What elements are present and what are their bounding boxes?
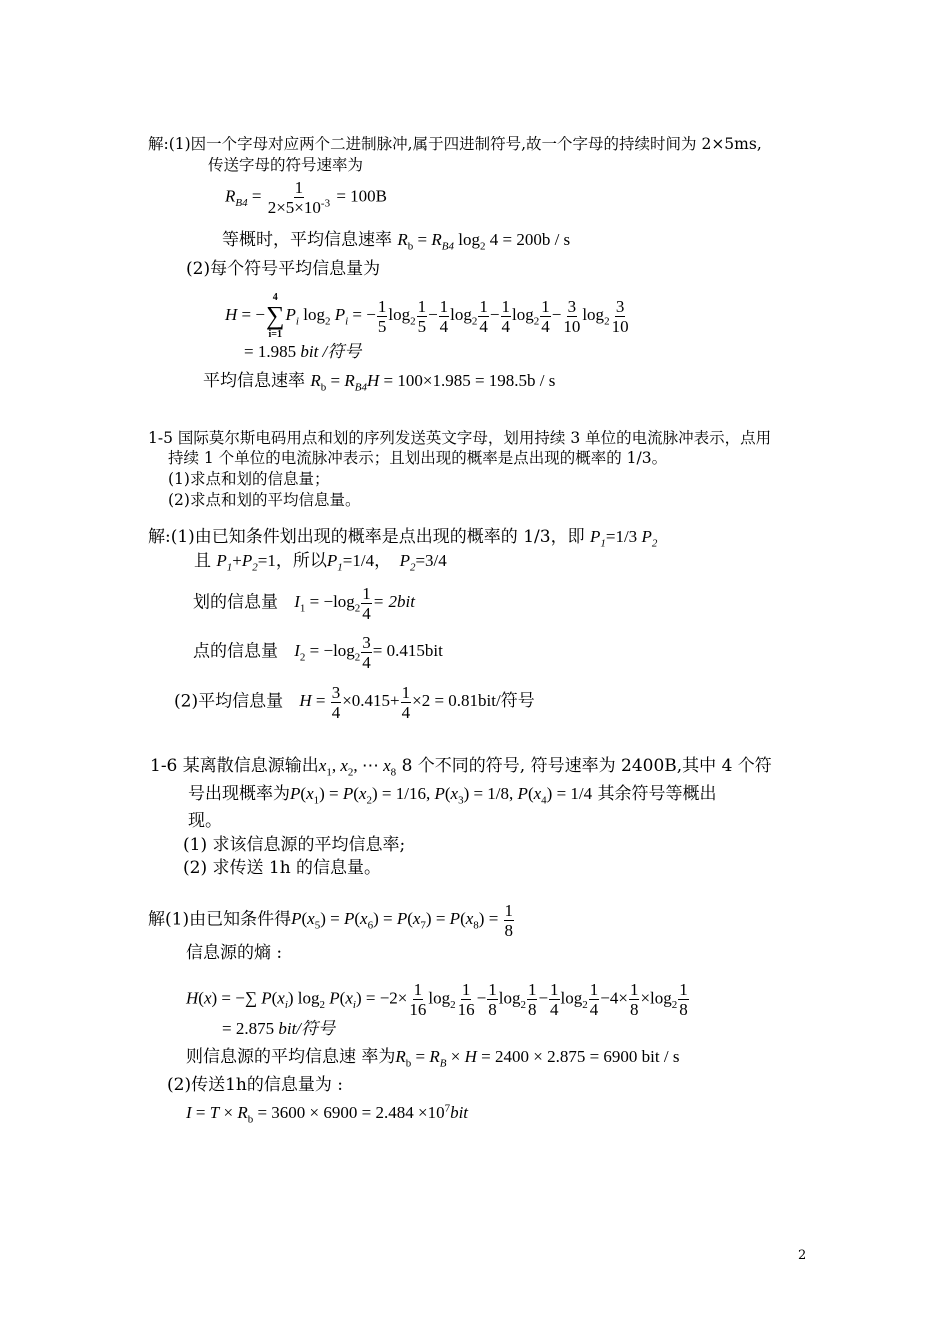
entropy-result-1 [244, 341, 361, 363]
problem-1-5-line2: 持续 1 个单位的电流脉冲表示；且划出现的概率是点出现的概率的 1/3。 [168, 449, 668, 467]
problem-1-6-line1: 1-6 某离散信息源输出$x_1$, $x_2$, ⋯ $x_8$ 8 个不同的符号, 符号速率为 2400B,其中 4 个符 [150, 756, 772, 779]
problem-1-6-line2a: 号出现概率为 [188, 784, 290, 804]
problem-1-6-line2b: 其余符号等概出 [597, 784, 717, 804]
entropy-label: 信息源的熵 : [186, 943, 283, 963]
sol2-line2-p1: =1/4， [342, 551, 392, 570]
sol2-line1: 解:(1)由已知条件划出现的概率是点出现的概率的 1/3，即 $P_1=1/3$ $P_2$ [148, 527, 658, 550]
equiprobable-label: 等概时，平均信息速率 [222, 230, 392, 250]
page-number: 2 [798, 1248, 807, 1263]
entropy2-result-value: = 2.875 [222, 1019, 275, 1038]
problem-1-6-line2: 号出现概率为$P(x_1) = P(x_2) = 1/16$, $P(x_3) = 1/8$, $P(x_4) = 1/4$ 其余符号等概出 [188, 784, 717, 807]
info-amount-expr: = 3600 × 6900 = 2.484 ×10 [257, 1103, 445, 1122]
sol2-line2-text: 且 [194, 551, 211, 571]
equiprobable-expr: = 200b / s [502, 230, 571, 249]
equiprobable-rate-line: 等概时，平均信息速率 $R_b = R_{B4}$ $\log_2 4 = 200b / s$ [222, 230, 571, 253]
avg-info-line: (2)平均信息量 H = $\frac{3}{4}$ ×0.415+ $\frac{1}{4}$ ×2 = 0.81bit/符号 [174, 683, 535, 722]
entropy-result-value: = 1.985 [244, 342, 297, 361]
dash-info-rhs: = 2bit [372, 592, 415, 612]
sum-upper-limit: 4 [272, 292, 278, 303]
avg-info-label: (2)平均信息量 [174, 691, 284, 712]
avg-rate-label: 平均信息速率 [203, 371, 305, 391]
sol3-line1: 解(1)由已知条件得$P(x_5) = P(x_6) = P(x_7) = P(x_8)$ = $\frac{1}{8}$ [148, 901, 514, 940]
rb4-rhs: = 100B [336, 186, 388, 206]
entropy2-result-unit: bit/符号 [278, 1019, 336, 1038]
info-amount-unit: bit [450, 1103, 469, 1122]
sol2-line1-expr: =1/3 [605, 527, 638, 546]
avg-rate2-expr: = 2400 × 2.875 = 6900 bit / s [481, 1047, 680, 1066]
sol3-part2: (2)传送1h的信息量为 : [167, 1075, 343, 1095]
rb4-denominator: 2×5×10 [267, 198, 321, 217]
problem-1-6-line3: 现。 [188, 811, 222, 831]
sum-lower-limit: i=1 [268, 329, 282, 340]
entropy-result-2 [222, 1018, 335, 1040]
problem-1-6-line1a: 1-6 某离散信息源输出 [150, 756, 319, 776]
avg-rate-expr: = 100×1.985 = 198.5b / s [383, 371, 556, 390]
problem-1-5-line1: 1-5 国际莫尔斯电码用点和划的序列发送英文字母，划用持续 3 单位的电流脉冲表示，点用 [148, 429, 772, 447]
sol1-line1: 解:(1)因一个字母对应两个二进制脉冲,属于四进制符号,故一个字母的持续时间为 2×5ms, [148, 135, 762, 153]
avg-rate2-label: 则信息源的平均信息速 率为 [186, 1047, 396, 1067]
dot-info-line: 点的信息量 $I_2 = -\log_2$ $\frac{3}{4}$ = 0.415bit [193, 633, 443, 672]
rb4-numerator: 1 [294, 178, 304, 197]
sol2-line1-text: 解:(1)由已知条件划出现的概率是点出现的概率的 1/3，即 [148, 527, 585, 547]
entropy-equation-2: H(x) = −∑ $P(x_i)$ $\log_2 P(x_i) = -2\times$ $\frac{1}{16}$ $\log_2$ $\frac{1}{16}$ − $\frac{1}{8}$ $\log_2$ $\frac{1}{8}$ − $\frac{1}{4}$ $\log_2$ $\frac{1}{4}$ −4× $\frac{1}{8}$ $\times\log_2$ $\frac{1}{8}$ [186, 980, 688, 1019]
info-amount-equation: $I = T \times R_b = 3600 \times 6900 = 2.484 \times 10^7bit$ [186, 1102, 469, 1126]
problem-1-6-q1: (1) 求该信息源的平均信息率; [183, 835, 406, 855]
avg-rate-line-1: 平均信息速率 $R_b = R_{B4}H = 100\times 1.985 = 198.5b / s$ [203, 371, 556, 394]
problem-1-6-line1b: 8 个不同的符号, 符号速率为 2400B,其中 4 个符 [401, 756, 772, 776]
dash-info-line: 划的信息量 $I_1 = -\log_2$ $\frac{1}{4}$ = 2bit [193, 584, 415, 623]
sol1-part2: (2)每个符号平均信息量为 [186, 259, 381, 279]
avg-rate-line-2: 则信息源的平均信息速 率为$R_b = R_B \times H = 2400 \times 2.875 = 6900$ bit / s [186, 1047, 680, 1070]
rb4-equation: $R_{B4}$ = $\frac{1}{2\times 5\times 10^{-3}}$ = 100B [225, 178, 388, 217]
dot-info-label: 点的信息量 [193, 641, 278, 662]
sol2-line2-so: ，所以 [275, 551, 327, 571]
avg-info-rhs: ×2 = 0.81bit/符号 [412, 691, 535, 711]
avg-info-mid: ×0.415+ [342, 691, 400, 711]
rb4-exponent: -3 [320, 197, 331, 210]
problem-1-5-q1: (1)求点和划的信息量； [168, 470, 330, 488]
dash-info-label: 划的信息量 [193, 592, 278, 613]
sol2-line2: 且 $P_1+P_2=1$，所以$P_1=1/4$， $P_2=3/4$ [194, 551, 447, 574]
sol1-line2: 传送字母的符号速率为 [208, 156, 364, 174]
info-amount-exponent: 7 [444, 1102, 451, 1115]
sol3-line1-text: 解(1)由已知条件得 [148, 909, 292, 930]
sol2-line2-p2: =3/4 [415, 551, 447, 570]
entropy-equation-1: H = − 4 ∑ i=1 $P_i$ $\log_2 P_i$ = − $\frac{1}{5}$ $\log_2$ $\frac{1}{5}$ − $\frac{1}{4}$ $\log_2$ $\frac{1}{4}$ − $\frac{1}{4}$ $\log_2$ $\frac{1}{4}$ − $\frac{3}{10}$ $\log_2$ $\frac{3}{10}$ [225, 292, 629, 340]
problem-1-5-q2: (2)求点和划的平均信息量。 [168, 491, 361, 509]
entropy-result-unit: bit /符号 [300, 342, 362, 361]
dot-info-rhs: = 0.415bit [372, 641, 443, 661]
problem-1-6-q2: (2) 求传送 1h 的信息量。 [183, 858, 382, 878]
